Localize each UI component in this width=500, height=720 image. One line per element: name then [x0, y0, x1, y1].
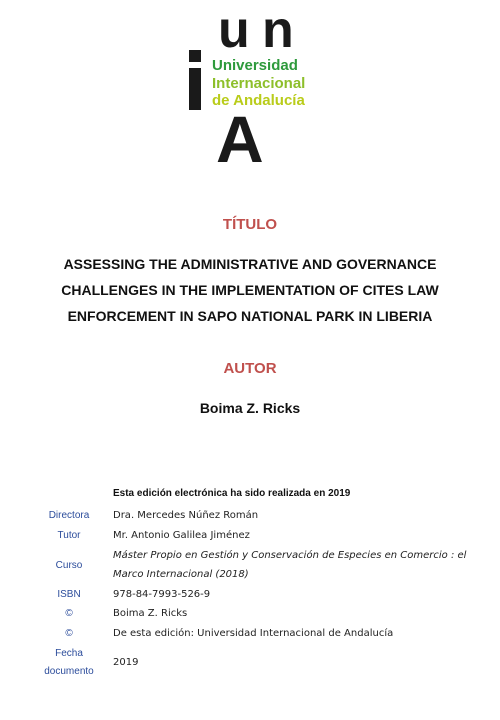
meta-value: Boima Z. Ricks — [113, 608, 188, 619]
logo-line-universidad: Universidad — [212, 57, 298, 74]
logo-line-internacional: Internacional — [212, 75, 306, 92]
author-name: Boima Z. Ricks — [199, 400, 301, 416]
meta-label-line-2: documento — [44, 666, 94, 677]
meta-label: Tutor — [57, 530, 81, 541]
logo-letter-u: u — [218, 1, 250, 59]
meta-label: ISBN — [57, 589, 81, 600]
titulo-label: TÍTULO — [222, 216, 278, 233]
meta-value: 978-84-7993-526-9 — [113, 589, 211, 600]
unia-logo — [0, 0, 500, 180]
meta-label: Curso — [55, 560, 83, 571]
meta-value: Mr. Antonio Galilea Jiménez — [113, 530, 250, 541]
logo-letter-i-stem — [189, 68, 201, 110]
meta-label: Directora — [48, 510, 90, 521]
logo-letter-n: n — [262, 1, 294, 59]
edition-note: Esta edición electrónica ha sido realizada en 2019 — [113, 488, 351, 499]
meta-value-line-2: Marco Internacional (2018) — [113, 569, 249, 580]
meta-value-line-1: Máster Propio en Gestión y Conservación de Especies en Comercio : el — [113, 550, 467, 561]
title-line-2: CHALLENGES IN THE IMPLEMENTATION OF CITES LAW — [61, 282, 439, 298]
meta-value: Dra. Mercedes Núñez Román — [113, 510, 259, 521]
title-line-3: ENFORCEMENT IN SAPO NATIONAL PARK IN LIBERIA — [67, 308, 433, 324]
copyright-icon: © — [65, 628, 73, 639]
logo-line-andalucia: de Andalucía — [212, 92, 305, 109]
meta-label-line-1: Fecha — [55, 648, 83, 659]
logo-letter-a: A — [216, 102, 264, 176]
logo-letter-i-dot — [189, 50, 201, 62]
copyright-icon: © — [65, 608, 73, 619]
meta-value: De esta edición: Universidad Internacional de Andalucía — [113, 628, 394, 639]
title-line-1: ASSESSING THE ADMINISTRATIVE AND GOVERNANCE — [63, 256, 437, 272]
autor-label: AUTOR — [223, 360, 277, 377]
meta-value: 2019 — [113, 657, 139, 668]
